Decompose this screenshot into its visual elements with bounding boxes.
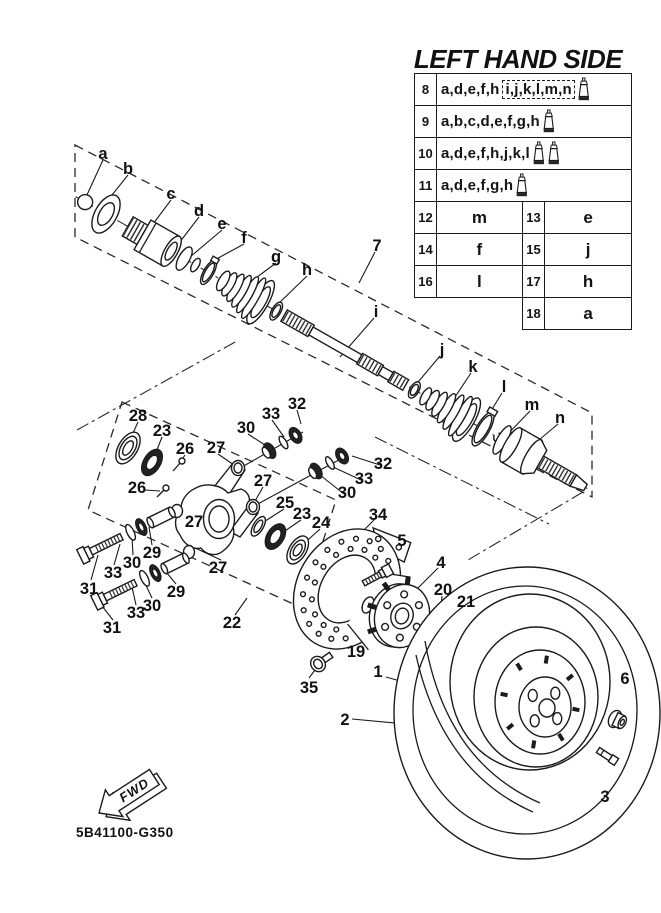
callout-m: m xyxy=(524,396,540,414)
callout-21: 21 xyxy=(456,593,476,611)
callout-33: 33 xyxy=(126,604,146,622)
rim xyxy=(450,594,610,770)
grease-tube-icon xyxy=(547,141,560,166)
callout-25: 25 xyxy=(275,494,295,512)
ref-number-cell: 8 xyxy=(415,74,437,106)
callout-c: c xyxy=(166,185,176,203)
callout-35: 35 xyxy=(299,679,319,697)
ref-number-cell: 11 xyxy=(415,170,437,202)
callout-27: 27 xyxy=(206,439,226,457)
callout-a: a xyxy=(98,145,108,163)
grease-tube-icon xyxy=(577,77,590,102)
table-row xyxy=(415,202,632,234)
nut-32 xyxy=(333,446,351,466)
stud-hardware-upper xyxy=(259,425,304,461)
ref-letter-cell: l xyxy=(437,266,523,298)
callout-27: 27 xyxy=(208,559,228,577)
empty-cell xyxy=(415,298,523,330)
callout-28: 28 xyxy=(128,407,148,425)
parts-reference-table xyxy=(414,73,632,330)
grease-tube-icon xyxy=(532,141,545,166)
callout-2: 2 xyxy=(340,711,350,729)
callout-31: 31 xyxy=(102,619,122,637)
callout-29: 29 xyxy=(142,544,162,562)
ref-number-cell: 12 xyxy=(415,202,437,234)
callout-1: 1 xyxy=(373,663,383,681)
outer-cv-joint-n xyxy=(488,421,595,505)
callout-e: e xyxy=(217,215,227,233)
ref-letters-cell xyxy=(437,106,632,138)
spacer-29 xyxy=(146,506,177,529)
washer-33 xyxy=(277,435,289,450)
callout-32: 32 xyxy=(287,395,307,413)
ref-number-cell: 13 xyxy=(522,202,544,234)
ref-number-cell: 9 xyxy=(415,106,437,138)
table-row xyxy=(415,138,632,170)
table-row xyxy=(415,74,632,106)
callout-26: 26 xyxy=(175,440,195,458)
ref-letter-cell: m xyxy=(437,202,523,234)
cv-boot-g xyxy=(207,257,279,327)
stud-hardware-lower xyxy=(306,446,351,482)
letters-text: a,d,e,f,g,h xyxy=(441,177,514,194)
table-row xyxy=(415,106,632,138)
callout-30: 30 xyxy=(122,554,142,572)
fwd-label: FWD xyxy=(116,774,152,806)
callout-h: h xyxy=(301,261,313,279)
callout-30: 30 xyxy=(236,419,256,437)
ref-number-cell: 16 xyxy=(415,266,437,298)
flanged-nut-27 xyxy=(247,500,260,515)
callout-24: 24 xyxy=(311,514,331,532)
bearing-23b xyxy=(261,520,290,553)
drawing-part-code: 5B41100-G350 xyxy=(76,825,174,840)
ref-letter-cell: j xyxy=(545,234,632,266)
callout-23: 23 xyxy=(292,505,312,523)
ref-letters-cell xyxy=(437,138,632,170)
bushing-30 xyxy=(306,461,325,482)
page-title: LEFT HAND SIDE xyxy=(413,44,623,74)
ref-letter-cell: e xyxy=(545,202,632,234)
callout-20: 20 xyxy=(433,581,453,599)
fwd-arrow-icon xyxy=(90,761,170,832)
bolt-35 xyxy=(308,648,336,674)
callout-l: l xyxy=(501,378,507,396)
callout-34: 34 xyxy=(368,506,388,524)
callout-b: b xyxy=(122,160,134,178)
callout-7: 7 xyxy=(372,237,382,255)
callout-29: 29 xyxy=(166,583,186,601)
callout-33: 33 xyxy=(103,564,123,582)
callout-6: 6 xyxy=(620,670,630,688)
bushing-30 xyxy=(259,441,278,462)
callout-26: 26 xyxy=(127,479,147,497)
spacer-29 xyxy=(160,552,191,575)
letters-text: a,d,e,f,h xyxy=(441,81,500,98)
table-row xyxy=(415,234,632,266)
callout-30: 30 xyxy=(142,597,162,615)
ref-number-cell: 18 xyxy=(522,298,544,330)
callout-i: i xyxy=(373,303,379,321)
callout-23: 23 xyxy=(152,422,172,440)
table-row xyxy=(415,266,632,298)
callout-33: 33 xyxy=(354,470,374,488)
callout-27: 27 xyxy=(184,513,204,531)
boxed-letters-text: i,j,k,l,m,n xyxy=(502,80,574,99)
bearing-23 xyxy=(137,446,167,480)
letters-text: a,d,e,f,h,j,k,l xyxy=(441,145,530,162)
callout-31: 31 xyxy=(79,580,99,598)
ref-letters-cell xyxy=(437,74,632,106)
grease-tube-icon xyxy=(542,109,555,134)
ref-letter-cell: f xyxy=(437,234,523,266)
callout-5: 5 xyxy=(397,532,407,550)
callout-19: 19 xyxy=(346,643,366,661)
callout-n: n xyxy=(554,409,566,427)
table-row xyxy=(415,170,632,202)
callout-32: 32 xyxy=(373,455,393,473)
ref-number-cell: 15 xyxy=(522,234,544,266)
seal-b xyxy=(86,190,126,237)
callout-4: 4 xyxy=(436,554,446,572)
ref-letter-cell: a xyxy=(545,298,632,330)
letters-text: a,b,c,d,e,f,g,h xyxy=(441,113,540,130)
oring-a xyxy=(75,192,95,212)
callout-d: d xyxy=(193,202,205,220)
inner-cv-joint-c xyxy=(119,212,185,270)
callout-30: 30 xyxy=(337,484,357,502)
callout-27: 27 xyxy=(253,472,273,490)
callout-3: 3 xyxy=(600,788,610,806)
grease-fitting-26 xyxy=(173,458,185,471)
table-row xyxy=(415,298,632,330)
seal-28 xyxy=(111,428,145,468)
ref-number-cell: 14 xyxy=(415,234,437,266)
callout-j: j xyxy=(439,341,445,359)
callout-f: f xyxy=(241,229,247,247)
ref-number-cell: 10 xyxy=(415,138,437,170)
grease-tube-icon xyxy=(515,173,528,198)
callout-g: g xyxy=(270,248,282,266)
ref-number-cell: 17 xyxy=(522,266,544,298)
nut-32 xyxy=(286,425,304,445)
ref-letters-cell xyxy=(437,170,632,202)
callout-22: 22 xyxy=(222,614,242,632)
ref-letter-cell: h xyxy=(545,266,632,298)
callout-k: k xyxy=(468,358,478,376)
callout-33: 33 xyxy=(261,405,281,423)
flanged-nut-27 xyxy=(232,461,245,476)
